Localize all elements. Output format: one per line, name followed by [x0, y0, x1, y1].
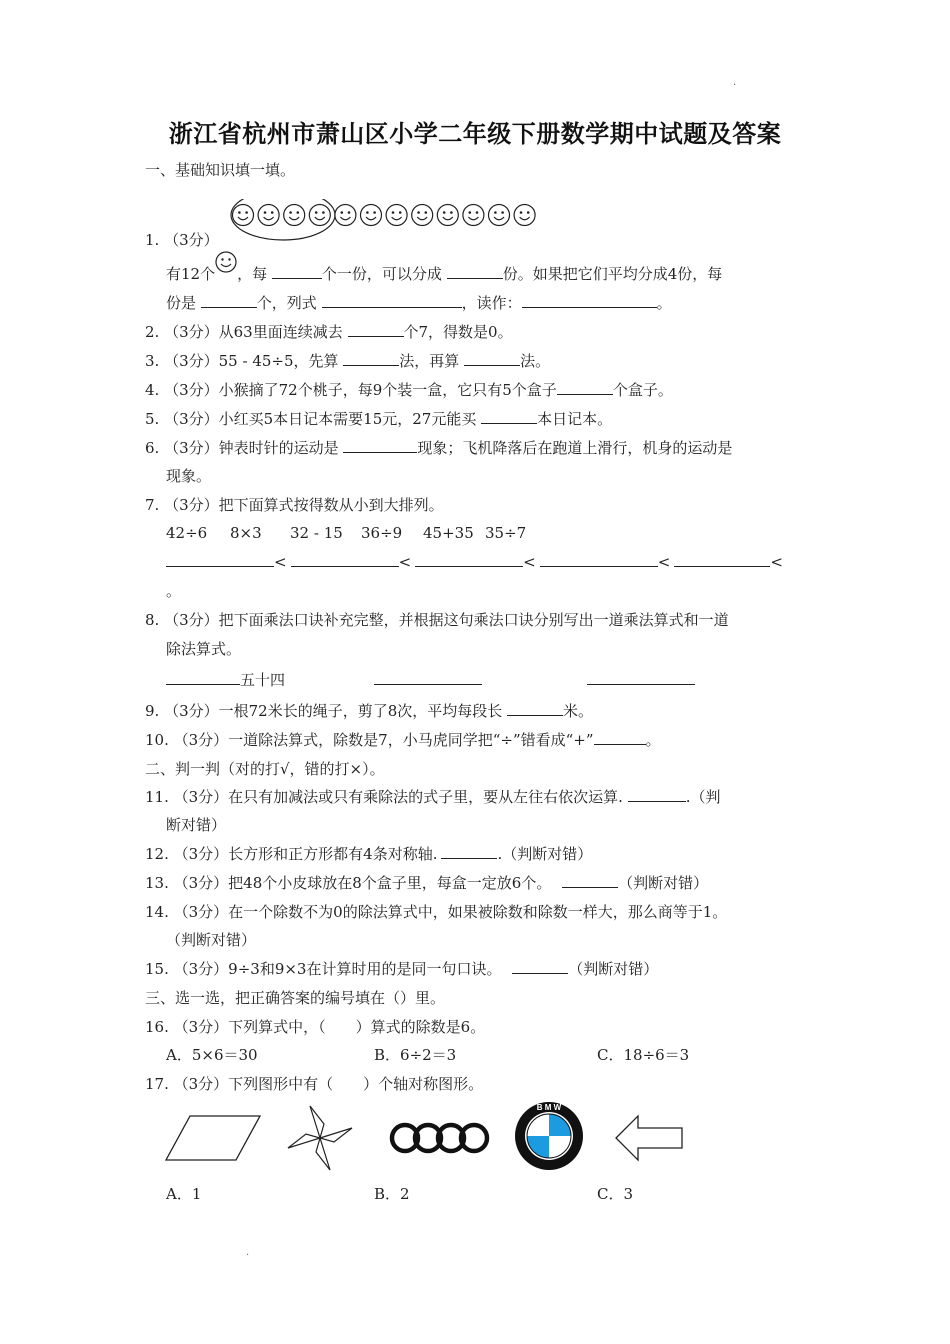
q6-text-a: 6. （3分）钟表时针的运动是	[145, 439, 339, 457]
q8-line1: 8. （3分）把下面乘法口诀补充完整，并根据这句乘法口诀分别写出一道乘法算式和一道	[145, 611, 729, 629]
q7-end: 。	[166, 582, 182, 600]
q13	[145, 873, 708, 893]
q3-text-a: 3. （3分）55 - 45÷5，先算	[145, 352, 339, 370]
q3-blank-1[interactable]	[343, 351, 399, 366]
q17-prompt: 17. （3分）下列图形中有（ ）个轴对称图形。	[145, 1075, 484, 1093]
q7-blank-4[interactable]	[540, 552, 658, 567]
smiley-icon	[514, 205, 535, 226]
smiley-icon	[309, 205, 330, 226]
q3	[145, 351, 550, 371]
q8-blank-1[interactable]	[166, 670, 240, 685]
q13-text-a: 13. （3分）把48个小皮球放在8个盒子里，每盒一定放6个。	[145, 874, 552, 892]
q1-text-h: 。	[656, 294, 672, 312]
q15-text-a: 15. （3分）9÷3和9×3在计算时用的是同一句口诀。	[145, 960, 502, 978]
q11-blank[interactable]	[628, 787, 686, 802]
q14-line2: （判断对错）	[166, 931, 257, 949]
lt-sign: <	[398, 553, 412, 571]
q8-line2: 除法算式。	[166, 640, 242, 658]
q16-option-a[interactable]: A．5×6＝30	[166, 1046, 258, 1064]
q11-text-b: .（判	[685, 788, 721, 806]
smiley-icon	[489, 205, 510, 226]
q16-prompt: 16. （3分）下列算式中，（ ）算式的除数是6。	[145, 1018, 486, 1036]
q15-text-b: （判断对错）	[568, 960, 659, 978]
q13-text-b: （判断对错）	[618, 874, 709, 892]
smiley-icon	[463, 205, 484, 226]
q14-line1: 14. （3分）在一个除数不为0的除法算式中，如果被除数和除数一样大，那么商等于1。	[145, 903, 728, 921]
q10-text-b: 。	[645, 731, 661, 749]
q1-text-f: 个，列式	[256, 294, 317, 312]
pinwheel-figure	[288, 1106, 352, 1170]
q1-text-e: 份是	[166, 294, 197, 312]
q10	[145, 730, 661, 750]
smiley-icon	[233, 205, 254, 226]
q17-option-a[interactable]: A．1	[166, 1185, 202, 1203]
badge-lettering: B M W	[536, 1103, 562, 1112]
q4-blank[interactable]	[557, 380, 613, 395]
q1-blank-4[interactable]	[322, 293, 462, 308]
q5	[145, 409, 612, 429]
q5-blank[interactable]	[481, 409, 537, 424]
q7-blank-5[interactable]	[674, 552, 770, 567]
speck: ·	[246, 1250, 250, 1261]
q4	[145, 380, 673, 400]
smiley-row	[233, 205, 536, 226]
speck: ·	[733, 80, 737, 91]
smiley-faces-group	[230, 199, 550, 245]
q17-option-b[interactable]: B．2	[374, 1185, 410, 1203]
q7-expr: 8×3	[230, 524, 262, 542]
q1-text-c: 个一份，可以分成	[321, 265, 442, 283]
q7-expr: 42÷6	[166, 524, 208, 542]
q3-blank-2[interactable]	[464, 351, 520, 366]
q1-text-d: 份。如果把它们平均分成4份，每	[502, 265, 723, 283]
q11-line2: 断对错）	[166, 816, 227, 834]
q3-text-b: 法，再算	[399, 352, 460, 370]
bmw-badge-figure	[515, 1102, 583, 1170]
q12-blank[interactable]	[441, 844, 497, 859]
parallelogram-figure	[166, 1116, 260, 1160]
q7-blank-1[interactable]	[166, 552, 274, 567]
q9-text-b: 米。	[563, 702, 594, 720]
q11-line1	[145, 787, 721, 807]
q8-blank-3[interactable]	[587, 670, 695, 685]
section-heading-2: 二、判一判（对的打√，错的打×）。	[145, 760, 385, 778]
q1-number: 1. （3分）	[145, 231, 219, 249]
q15-blank[interactable]	[512, 959, 568, 974]
q12	[145, 844, 592, 864]
q7-expr: 35÷7	[485, 524, 527, 542]
q7-prompt: 7. （3分）把下面算式按得数从小到大排列。	[145, 496, 444, 514]
q8-blank-2[interactable]	[374, 670, 482, 685]
q2-blank[interactable]	[348, 322, 404, 337]
q7-expr: 32 - 15	[290, 524, 343, 542]
q16-option-c[interactable]: C．18÷6＝3	[597, 1046, 690, 1064]
q4-text-b: 个盒子。	[612, 381, 673, 399]
q7-blank-3[interactable]	[415, 552, 523, 567]
q1-line2	[166, 293, 672, 313]
page-title: 浙江省杭州市萧山区小学二年级下册数学期中试题及答案	[168, 119, 782, 148]
q7-order-blanks	[166, 552, 783, 572]
q2	[145, 322, 513, 342]
smiley-icon	[335, 205, 356, 226]
q13-blank[interactable]	[562, 873, 618, 888]
q3-text-c: 法。	[520, 352, 551, 370]
q12-text-a: 12. （3分）长方形和正方形都有4条对称轴.	[145, 845, 438, 863]
smiley-icon	[284, 205, 305, 226]
q6-blank[interactable]	[343, 438, 417, 453]
lt-sign: <	[274, 553, 287, 571]
lt-sign: <	[523, 553, 536, 571]
q7-expr: 45+35	[423, 524, 474, 542]
q8-answer-line	[166, 670, 695, 690]
q2-text-a: 2. （3分）从63里面连续减去	[145, 323, 343, 341]
section-heading-1: 一、基础知识填一填。	[145, 161, 296, 179]
q1-text-g: ，读作：	[461, 294, 522, 312]
q1-blank-5[interactable]	[522, 293, 657, 308]
q1-text-a: 有12个	[166, 265, 216, 283]
q4-text-a: 4. （3分）小猴摘了72个桃子，每9个装一盒，它只有5个盒子	[145, 381, 557, 399]
q6-line2: 现象。	[166, 467, 212, 485]
q1-blank-2[interactable]	[447, 264, 503, 279]
lt-sign: <	[657, 553, 671, 571]
section-heading-3: 三、选一选，把正确答案的编号填在（）里。	[145, 989, 446, 1007]
q6-text-b: 现象；飞机降落后在跑道上滑行，机身的运动是	[417, 439, 733, 457]
smiley-icon	[437, 205, 458, 226]
q5-text-a: 5. （3分）小红买5本日记本需要15元，27元能买	[145, 410, 477, 428]
q10-blank[interactable]	[594, 730, 646, 745]
q17-option-c[interactable]: C．3	[597, 1185, 634, 1203]
q7-blank-2[interactable]	[291, 552, 399, 567]
q5-text-b: 本日记本。	[537, 410, 613, 428]
q17-figures	[160, 1100, 700, 1178]
q9-text-a: 9. （3分）一根72米长的绳子，剪了8次，平均每段长	[145, 702, 503, 720]
q9-blank[interactable]	[507, 701, 563, 716]
smiley-icon	[361, 205, 382, 226]
smiley-icon	[412, 205, 433, 226]
q1-blank-3[interactable]	[201, 293, 257, 308]
q6-line1	[145, 438, 732, 458]
q7-expressions	[166, 523, 529, 543]
q1-blank-1[interactable]	[272, 264, 322, 279]
q16-option-b[interactable]: B．6÷2＝3	[374, 1046, 457, 1064]
q2-text-b: 个7，得数是0。	[403, 323, 513, 341]
left-arrow-figure	[616, 1116, 682, 1160]
smiley-icon	[386, 205, 407, 226]
q9	[145, 701, 593, 721]
q7-expr: 36÷9	[361, 524, 403, 542]
q10-text-a: 10. （3分）一道除法算式，除数是7，小马虎同学把“÷”错看成“+”	[145, 731, 594, 749]
q1-line1	[166, 264, 722, 284]
q12-text-b: .（判断对错）	[497, 845, 593, 863]
q15	[145, 959, 658, 979]
q11-text-a: 11. （3分）在只有加减法或只有乘除法的式子里，要从左往右依次运算.	[145, 788, 623, 806]
smiley-icon	[258, 205, 279, 226]
lt-sign: <	[770, 553, 783, 571]
q8-rhyme-text: 五十四	[240, 671, 286, 689]
smiley-icon	[215, 251, 237, 273]
q1-text-b: ，每	[237, 265, 268, 283]
four-rings-figure	[392, 1125, 487, 1151]
